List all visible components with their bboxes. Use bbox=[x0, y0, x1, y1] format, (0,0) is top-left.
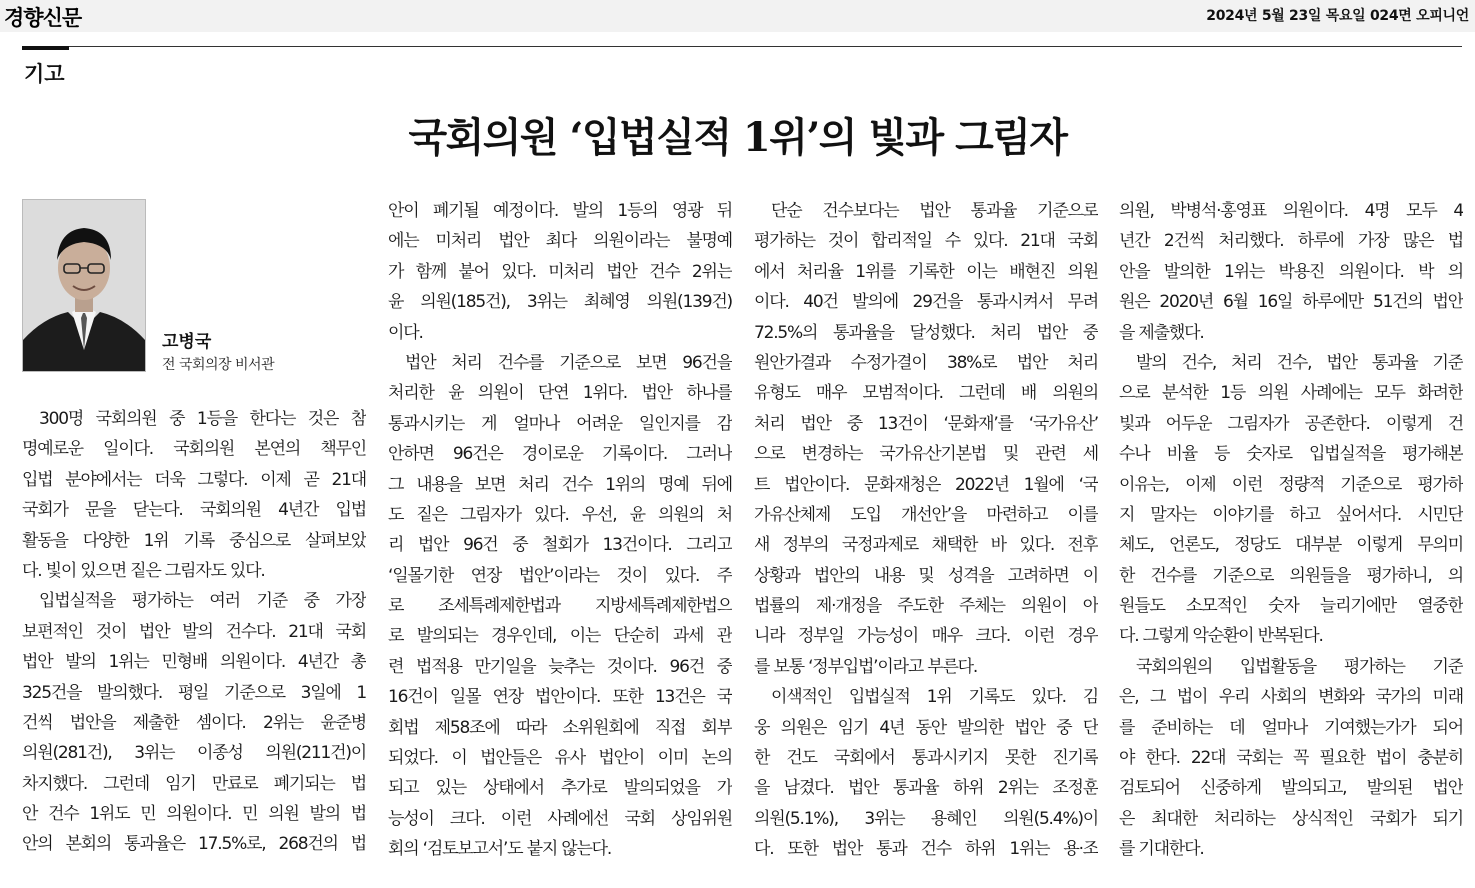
issue-dateline: 2024년 5월 23일 목요일 024면 오피니언 bbox=[1206, 8, 1469, 24]
article-line: 처리 법안 중 13건이 ‘문화재’를 ‘국가유산’ bbox=[754, 413, 1098, 434]
article-line: 발의 건수, 처리 건수, 법안 통과율 기준 bbox=[1136, 352, 1463, 373]
article-line: 다. 그렇게 악순환이 반복된다. bbox=[1119, 626, 1323, 647]
article-line: 안의 본회의 통과율은 17.5%로, 268건의 법 bbox=[22, 834, 366, 855]
article-line: 단순 건수보다는 법안 통과율 기준으로 bbox=[771, 201, 1098, 221]
author-photo bbox=[22, 199, 146, 372]
article-line: 300명 국회의원 중 1등을 한다는 것은 참 bbox=[39, 409, 366, 429]
article-line: 이색적인 입법실적 1위 기록도 있다. 김 bbox=[771, 687, 1098, 708]
article-headline: 국회의원 ‘입법실적 1위’의 빛과 그림자 bbox=[408, 114, 1067, 161]
author-title: 전 국회의장 비서관 bbox=[162, 357, 275, 373]
article-line: 입법실적을 평가하는 여러 기준 중 가장 bbox=[39, 591, 366, 612]
article-line: ‘일몰기한 연장 법안’이라는 것이 있다. 주 bbox=[388, 565, 732, 586]
article-line: 회법 제58조에 따라 소위원회에 직접 회부 bbox=[388, 717, 732, 738]
author-portrait-icon bbox=[23, 200, 145, 371]
article-line: 에서 처리율 1위를 기록한 이는 배현진 의원 bbox=[754, 261, 1098, 282]
article-line: 안 건수 1위도 민 의원이다. 민 의원 발의 법 bbox=[22, 804, 366, 825]
article-line: 이다. 40건 발의에 29건을 통과시켜서 무려 bbox=[754, 292, 1098, 313]
article-line: 가 함께 붙어 있다. 미처리 법안 건수 2위는 bbox=[388, 261, 732, 282]
article-line: 국회가 문을 닫는다. 국회의원 4년간 입법 bbox=[22, 500, 366, 521]
article-column-3 bbox=[754, 196, 1098, 865]
newspaper-logo: 경향신문 bbox=[4, 5, 82, 30]
section-rule-thin bbox=[69, 46, 1462, 47]
article-line: 차지했다. 그런데 임기 만료로 폐기되는 법 bbox=[22, 773, 366, 794]
article-line: 를 준비하는 데 얼마나 기여했는가가 되어 bbox=[1119, 717, 1463, 738]
article-line: 의원, 박병석·홍영표 의원이다. 4명 모두 4 bbox=[1119, 201, 1463, 221]
article-line: 되었다. 이 법안들은 유사 법안이 이미 논의 bbox=[388, 748, 732, 769]
article-line: 되고 있는 상태에서 추가로 발의되었을 가 bbox=[388, 778, 732, 799]
article-line: 한 건수를 기준으로 의원들을 평가하니, 의 bbox=[1119, 565, 1463, 586]
article-line: 도 짙은 그림자가 있다. 우선, 윤 의원의 처 bbox=[388, 504, 732, 525]
article-line: 유형도 매우 모범적이다. 그런데 배 의원의 bbox=[754, 383, 1098, 404]
article-line: 웅 의원은 임기 4년 동안 발의한 법안 중 단 bbox=[754, 717, 1098, 738]
article-line: 이다. bbox=[388, 322, 423, 343]
article-line: 명예로운 일이다. 국회의원 본연의 책무인 bbox=[22, 439, 366, 460]
masthead bbox=[0, 0, 1475, 32]
article-column-2 bbox=[388, 196, 732, 865]
article-line: 입법 분야에서는 더욱 그렇다. 이제 곧 21대 bbox=[22, 469, 366, 490]
article-line: 건씩 법안을 제출한 셈이다. 2위는 윤준병 bbox=[22, 712, 366, 733]
article-line: 처리한 윤 의원이 단연 1위다. 법안 하나를 bbox=[388, 383, 732, 404]
article-line: 법안 발의 1위는 민형배 의원이다. 4년간 총 bbox=[22, 652, 366, 673]
article-line: 트 법안이다. 문화재청은 2022년 1월에 ‘국 bbox=[754, 474, 1098, 495]
article-column-1 bbox=[22, 404, 366, 860]
article-line: 평가하는 것이 합리적일 수 있다. 21대 국회 bbox=[754, 231, 1098, 252]
article-line: 로 발의되는 경우인데, 이는 단순히 과세 관 bbox=[388, 626, 732, 647]
article-line: 한 건도 국회에서 통과시키지 못한 진기록 bbox=[754, 748, 1098, 769]
article-line: 련 법적용 만기일을 늦추는 것이다. 96건 중 bbox=[388, 656, 732, 677]
article-line: 안을 발의한 1위는 박용진 의원이다. 박 의 bbox=[1119, 261, 1463, 282]
author-name: 고병국 bbox=[162, 332, 212, 352]
article-line: 은 최대한 처리하는 상식적인 국회가 되기 bbox=[1119, 808, 1463, 829]
section-label: 기고 bbox=[24, 62, 65, 86]
article-line: 를 보통 ‘정부입법’이라고 부른다. bbox=[754, 656, 978, 677]
article-line: 으로 분석한 1등 의원 사례에는 모두 화려한 bbox=[1119, 383, 1463, 404]
article-line: 검토되어 신중하게 발의되고, 발의된 법안 bbox=[1119, 778, 1463, 799]
article-line: 안이 폐기될 예정이다. 발의 1등의 영광 뒤 bbox=[388, 201, 732, 221]
article-line: 빛과 어두운 그림자가 공존한다. 이렇게 건 bbox=[1119, 413, 1463, 434]
article-line: 새 정부의 국정과제로 채택한 바 있다. 전후 bbox=[754, 535, 1098, 556]
article-line: 원은 2020년 6월 16일 하루에만 51건의 법안 bbox=[1119, 292, 1463, 313]
article-line: 보편적인 것이 법안 발의 건수다. 21대 국회 bbox=[22, 621, 366, 642]
article-line: 을 제출했다. bbox=[1119, 322, 1204, 343]
article-line: 72.5%의 통과율을 달성했다. 처리 법안 중 bbox=[754, 322, 1098, 343]
article-line: 년간 2건씩 처리했다. 하루에 가장 많은 법 bbox=[1119, 231, 1463, 252]
article-line: 에는 미처리 법안 최다 의원이라는 불명예 bbox=[388, 231, 732, 252]
article-line: 상황과 법안의 내용 및 성격을 고려하면 이 bbox=[754, 565, 1098, 586]
article-line: 다. 빛이 있으면 짙은 그림자도 있다. bbox=[22, 560, 265, 581]
article-line: 의원(5.1%), 3위는 용혜인 의원(5.4%)이 bbox=[754, 808, 1098, 829]
article-line: 325건을 발의했다. 평일 기준으로 3일에 1 bbox=[22, 682, 366, 703]
article-column-4 bbox=[1119, 196, 1463, 865]
article-line: 야 한다. 22대 국회는 꼭 필요한 법이 충분히 bbox=[1119, 748, 1463, 769]
article-line: 원안가결과 수정가결이 38%로 법안 처리 bbox=[754, 352, 1098, 373]
article-line: 지 말자는 이야기를 하고 싶어서다. 시민단 bbox=[1119, 504, 1463, 525]
article-line: 원들도 소모적인 숫자 늘리기에만 열중한 bbox=[1119, 596, 1463, 617]
article-line: 통과시키는 게 얼마나 어려운 일인지를 감 bbox=[388, 413, 732, 434]
article-line: 능성이 크다. 이런 사례에선 국회 상임위원 bbox=[388, 808, 732, 829]
article-line: 로 조세특례제한법과 지방세특례제한법으 bbox=[388, 596, 732, 617]
article-line: 국회의원의 입법활동을 평가하는 기준 bbox=[1136, 656, 1463, 677]
article-line: 활동을 다양한 1위 기록 중심으로 살펴보았 bbox=[22, 530, 366, 551]
section-rule-thick bbox=[22, 46, 69, 50]
article-line: 16건이 일몰 연장 법안이다. 또한 13건은 국 bbox=[388, 687, 732, 708]
article-line: 를 기대한다. bbox=[1119, 839, 1204, 860]
article-line: 리 법안 96건 중 철회가 13건이다. 그리고 bbox=[388, 535, 732, 556]
article-line: 법안 처리 건수를 기준으로 보면 96건을 bbox=[405, 352, 732, 373]
article-line: 은, 그 법이 우리 사회의 변화와 국가의 미래 bbox=[1119, 687, 1463, 708]
article-line: 니라 정부일 가능성이 매우 크다. 이런 경우 bbox=[754, 626, 1098, 647]
article-line: 법률의 제·개정을 주도한 주체는 의원이 아 bbox=[754, 596, 1098, 617]
article-line: 가유산체제 도입 개선안’을 마련하고 이를 bbox=[754, 504, 1098, 525]
article-line: 다. 또한 법안 통과 건수 하위 1위는 용·조 bbox=[754, 839, 1098, 860]
article-line: 회의 ‘검토보고서’도 붙지 않는다. bbox=[388, 839, 612, 860]
article-line: 을 남겼다. 법안 통과율 하위 2위는 조정훈 bbox=[754, 778, 1098, 799]
article-line: 이유는, 이제 이런 정량적 기준으로 평가하 bbox=[1119, 474, 1463, 495]
article-line: 그 내용을 보면 처리 건수 1위의 명예 뒤에 bbox=[388, 474, 732, 495]
article-line: 안하면 96건은 경이로운 기록이다. 그러나 bbox=[388, 444, 732, 465]
article-line: 의원(281건), 3위는 이종성 의원(211건)이 bbox=[22, 743, 366, 764]
article-line: 수나 비율 등 숫자로 입법실적을 평가해본 bbox=[1119, 444, 1463, 465]
article-line: 체도, 언론도, 정당도 대부분 이렇게 무의미 bbox=[1119, 535, 1463, 556]
article-line: 으로 변경하는 국가유산기본법 및 관련 세 bbox=[754, 444, 1098, 465]
article-line: 윤 의원(185건), 3위는 최혜영 의원(139건) bbox=[388, 292, 732, 313]
